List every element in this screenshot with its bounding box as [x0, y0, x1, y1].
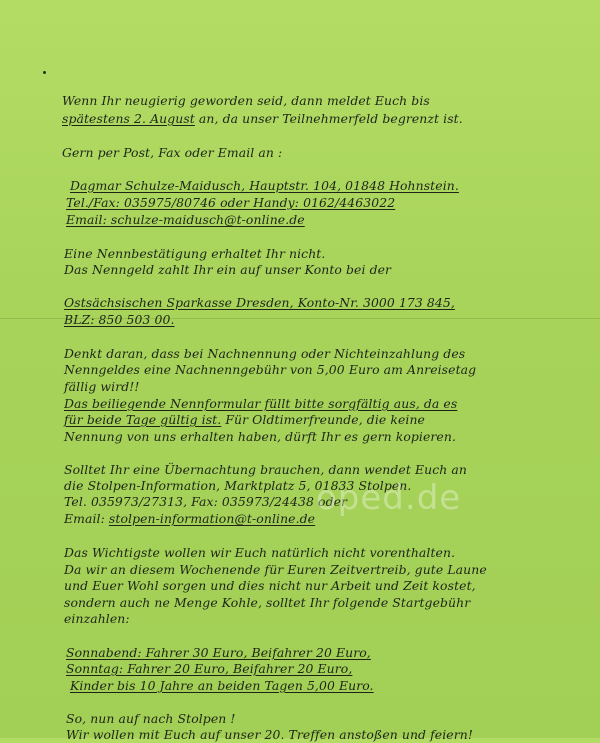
- overnight-email-label: Email:: [64, 511, 109, 526]
- fee-info-line-2: Das Nenngeld zahlt Ihr ein auf unser Konto bei der: [64, 262, 392, 277]
- form-note-line-2: [64, 412, 425, 428]
- contact-phone: Tel./Fax: 035975/80746 oder Handy: 0162/4463022: [66, 195, 396, 210]
- important-line-1: Das Wichtigste wollen wir Euch natürlich nicht vorenthalten.: [64, 545, 456, 560]
- overnight-line-3: Tel. 035973/27313, Fax: 035973/24438 oder: [64, 494, 348, 509]
- fee-info-line-1: Eine Nennbestätigung erhaltet Ihr nicht.: [64, 246, 326, 261]
- important-line-2: Da wir an diesem Wochenende für Euren Zeitvertreib, gute Laune: [64, 562, 487, 577]
- bank-line-1: Ostsächsischen Sparkasse Dresden, Konto-Nr. 3000 173 845,: [64, 295, 455, 310]
- intro-line-1: Wenn Ihr neugierig geworden seid, dann meldet Euch bis: [62, 93, 430, 108]
- form-note-line-3: Nennung von uns erhalten haben, dürft Ihr es gern kopieren.: [64, 429, 456, 444]
- deadline-text: spätestens 2. August: [62, 111, 195, 126]
- overnight-email: stolpen-information@t-online.de: [108, 511, 316, 526]
- overnight-line-2: die Stolpen-Information, Marktplatz 5, 01833 Stolpen.: [64, 478, 412, 493]
- intro-line-2: [62, 111, 463, 127]
- important-line-5: einzahlen:: [64, 611, 130, 626]
- late-fee-line-1: Denkt daran, dass bei Nachnennung oder Nichteinzahlung des: [64, 346, 466, 361]
- overnight-email-line: [64, 511, 315, 527]
- form-note-line-1: Das beiliegende Nennformular füllt bitte sorgfältig aus, da es: [64, 396, 458, 411]
- overnight-line-1: Solltet Ihr eine Übernachtung brauchen, dann wendet Euch an: [64, 462, 467, 477]
- fee-sunday: Sonntag: Fahrer 20 Euro, Beifahrer 20 Euro,: [66, 661, 353, 676]
- intro-line-2-rest: an, da unser Teilnehmerfeld begrenzt ist.: [194, 111, 463, 126]
- contact-email: Email: schulze-maidusch@t-online.de: [66, 212, 305, 227]
- fee-children: Kinder bis 10 Jahre an beiden Tagen 5,00 Euro.: [70, 678, 374, 693]
- important-line-4: sondern auch ne Menge Kohle, solltet Ihr folgende Startgebühr: [64, 595, 471, 610]
- contact-address: Dagmar Schulze-Maidusch, Hauptstr. 104, 01848 Hohnstein.: [70, 178, 459, 193]
- important-line-3: und Euer Wohl sorgen und dies nicht nur Arbeit und Zeit kostet,: [64, 578, 476, 593]
- bank-line-2: BLZ: 850 503 00.: [64, 312, 175, 327]
- closing-line-2: Wir wollen mit Euch auf unser 20. Treffen anstoßen und feiern!: [66, 727, 473, 742]
- watermark: oped.de: [316, 478, 462, 518]
- fee-saturday: Sonnabend: Fahrer 30 Euro, Beifahrer 20 Euro,: [66, 645, 371, 660]
- form-note-line-2-rest: Für Oldtimerfreunde, die keine: [221, 412, 425, 427]
- form-note-valid: für beide Tage gültig ist.: [64, 412, 222, 427]
- late-fee-line-3: fällig wird!!: [64, 379, 140, 394]
- closing-line-1: So, nun auf nach Stolpen !: [66, 711, 236, 726]
- late-fee-line-2: Nenngeldes eine Nachnenngebühr von 5,00 Euro am Anreisetag: [64, 362, 477, 377]
- paper-mark: [43, 71, 46, 74]
- contact-intro: Gern per Post, Fax oder Email an :: [62, 145, 283, 160]
